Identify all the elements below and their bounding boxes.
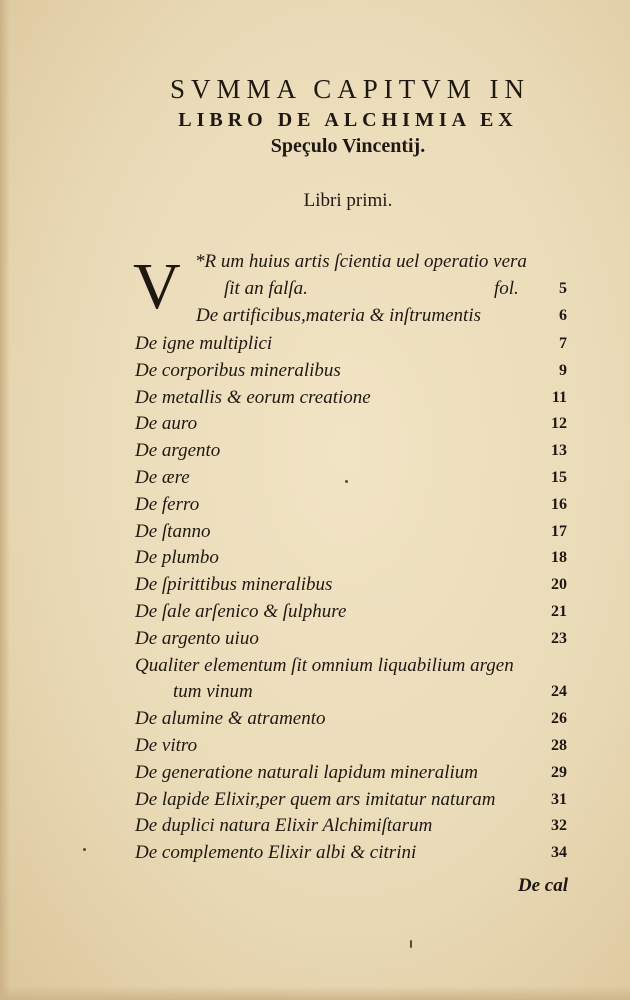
entry-page: 32 — [551, 817, 567, 834]
toc-entry — [135, 519, 567, 545]
toc-entry — [135, 599, 567, 625]
entry-page: 20 — [551, 576, 567, 593]
ink-speck — [410, 940, 412, 948]
entry-title: De ferro — [135, 494, 200, 515]
entry-page: 21 — [551, 603, 567, 620]
toc-entry — [135, 331, 567, 357]
entry-page: 6 — [559, 307, 567, 324]
entry-title: tum vinum — [173, 681, 253, 702]
toc-entry-first-line-1 — [195, 249, 567, 275]
entry-title: *R um huius artis ſcientia uel operatio vera — [195, 251, 527, 272]
entry-page: 9 — [559, 362, 567, 379]
toc-entry — [135, 572, 567, 598]
entry-page: 29 — [551, 764, 567, 781]
entry-title: De duplici natura Elixir Alchimiſtarum — [135, 815, 433, 836]
toc-entry-first-line-3 — [196, 303, 567, 329]
entry-title: De ære — [135, 467, 190, 488]
toc-entry — [135, 760, 567, 786]
entry-title: De lapide Elixir,per quem ars imitatur naturam — [135, 789, 496, 810]
title-line-1: SVMMA CAPITVM IN — [169, 74, 531, 104]
toc-entry — [135, 411, 567, 437]
entry-page: 24 — [551, 683, 567, 700]
entry-page: 18 — [551, 549, 567, 566]
entry-page: 31 — [551, 791, 567, 808]
entry-title: De generatione naturali lapidum mineralium — [135, 762, 479, 783]
toc-entry — [135, 626, 567, 652]
entry-title: De vitro — [135, 735, 198, 756]
entry-page: 26 — [551, 710, 567, 727]
entry-title: De corporibus mineralibus — [135, 360, 341, 381]
entry-title: De argento — [135, 440, 221, 461]
entry-title: De alumine & atramento — [135, 708, 326, 729]
entry-title: De artificibus,materia & inſtrumentis — [196, 305, 481, 326]
entry-title: De ſale arſenico & ſulphure — [135, 601, 347, 622]
toc-entry — [135, 385, 567, 411]
ink-speck — [345, 480, 348, 483]
entry-title: De metallis & eorum creatione — [135, 387, 371, 408]
toc-entry — [173, 679, 567, 705]
folio-label: fol. — [494, 278, 519, 299]
entry-title: De argento uiuo — [135, 628, 259, 649]
entry-page: 16 — [551, 496, 567, 513]
catchword: De cal — [517, 875, 568, 896]
toc-entry — [135, 706, 567, 732]
entry-title: De ſpirittibus mineralibus — [135, 574, 333, 595]
toc-entry — [135, 545, 567, 571]
toc-entry — [135, 653, 567, 679]
entry-title: Qualiter elementum ſit omnium liquabilium argen — [135, 655, 514, 676]
entry-page: 5 — [559, 280, 567, 297]
toc-entry-first-line-2 — [224, 276, 567, 302]
ink-speck — [83, 848, 86, 851]
entry-page: 28 — [551, 737, 567, 754]
toc-entry — [135, 438, 567, 464]
entry-page: 17 — [551, 523, 567, 540]
title-line-2: LIBRO DE ALCHIMIA EX — [178, 109, 518, 131]
page-bottom-shadow — [0, 986, 630, 1000]
section-subtitle: Libri primi. — [303, 190, 393, 211]
toc-entry — [135, 787, 567, 813]
toc-entry — [135, 358, 567, 384]
toc-entry — [135, 492, 567, 518]
entry-page: 7 — [559, 335, 567, 352]
entry-page: 15 — [551, 469, 567, 486]
toc-entry — [135, 840, 567, 866]
toc-entry — [135, 813, 567, 839]
toc-entry — [135, 733, 567, 759]
entry-title: ſit an falſa. — [224, 278, 308, 299]
entry-page: 23 — [551, 630, 567, 647]
entry-page: 34 — [551, 844, 567, 861]
entry-title: De plumbo — [135, 547, 219, 568]
entry-page: 12 — [551, 415, 567, 432]
entry-title: De ſtanno — [135, 521, 211, 542]
toc-entry — [135, 465, 567, 491]
title-line-3: Speçulo Vincentij. — [270, 135, 426, 157]
entry-page: 13 — [551, 442, 567, 459]
entry-title: De auro — [135, 413, 198, 434]
entry-title: De igne multiplici — [135, 333, 273, 354]
drop-cap-initial: V — [133, 250, 181, 323]
entry-title: De complemento Elixir albi & citrini — [135, 842, 417, 863]
entry-page: 11 — [551, 389, 567, 406]
